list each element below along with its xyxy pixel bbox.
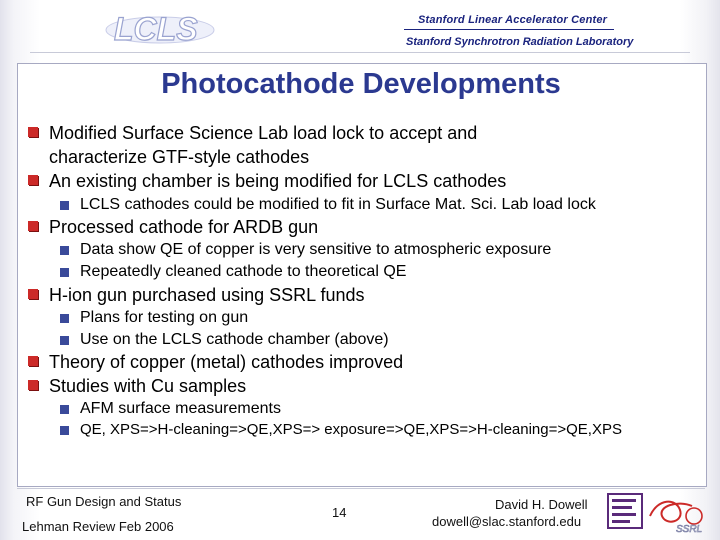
footer-rule: [17, 488, 705, 489]
sub-bullet-text: LCLS cathodes could be modified to fit in Surface Mat. Sci. Lab load lock: [80, 196, 596, 213]
svg-text:LCLS: LCLS: [114, 11, 198, 47]
bullet-marker: [28, 127, 38, 137]
svg-text:SSRL: SSRL: [676, 524, 703, 535]
sub-bullet-marker: [60, 426, 69, 435]
bullet-text: Theory of copper (metal) cathodes improved: [49, 352, 404, 372]
sub-bullet-marker: [60, 405, 69, 414]
bullet-text: H-ion gun purchased using SSRL funds: [49, 285, 365, 305]
footer-email: dowell@slac.stanford.edu: [432, 514, 582, 529]
bullet-text: characterize GTF-style cathodes: [49, 147, 310, 167]
sub-bullet-marker: [60, 201, 69, 210]
header-divider: [404, 29, 614, 30]
bullet-marker: [28, 175, 38, 185]
bullet-text: Modified Surface Science Lab load lock to accept and: [49, 123, 478, 143]
bullet-marker: [28, 380, 38, 390]
bullet-text: An existing chamber is being modified for LCLS cathodes: [49, 171, 507, 191]
lcls-logo: [100, 8, 220, 48]
sub-bullet-text: QE, XPS=>H-cleaning=>QE,XPS=> exposure=>QE,XPS=>H-cleaning=>QE,XPS: [80, 421, 622, 438]
sub-bullet-text: AFM surface measurements: [80, 400, 281, 417]
ssrl-logo: [606, 492, 710, 536]
bullet-marker: [28, 221, 38, 231]
header-rule: [30, 52, 690, 53]
sub-bullet-marker: [60, 314, 69, 323]
ssrl-label: Stanford Synchrotron Radiation Laboratory: [406, 36, 634, 48]
sub-bullet-text: Use on the LCLS cathode chamber (above): [80, 331, 389, 348]
sub-bullet-text: Plans for testing on gun: [80, 309, 249, 326]
sub-bullet-marker: [60, 246, 69, 255]
sub-bullet-text: Repeatedly cleaned cathode to theoretical QE: [80, 263, 407, 280]
slide-title: Photocathode Developments: [161, 68, 561, 100]
footer-author: David H. Dowell: [495, 497, 588, 512]
sub-bullet-marker: [60, 336, 69, 345]
slac-label: Stanford Linear Accelerator Center: [418, 14, 608, 26]
sub-bullet-text: Data show QE of copper is very sensitive to atmospheric exposure: [80, 241, 552, 258]
bullet-marker: [28, 289, 38, 299]
footer-talk-title: RF Gun Design and Status: [26, 494, 182, 509]
bullet-text: Studies with Cu samples: [49, 376, 247, 396]
footer-event: Lehman Review Feb 2006: [22, 519, 174, 534]
bullet-marker: [28, 356, 38, 366]
page-number: 14: [332, 505, 347, 520]
sub-bullet-marker: [60, 268, 69, 277]
bullet-text: Processed cathode for ARDB gun: [49, 217, 319, 237]
